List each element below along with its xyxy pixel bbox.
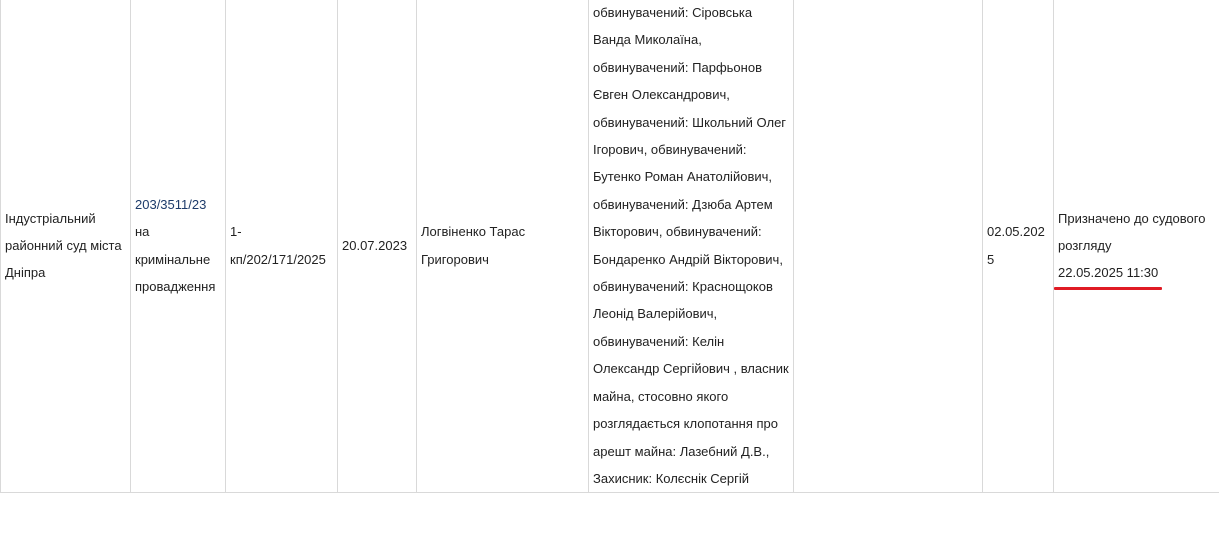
- proceeding-type: на кримінальне провадження: [135, 224, 216, 295]
- registration-date-cell: [338, 0, 417, 493]
- status-date-cell: [983, 0, 1054, 493]
- case-status-cell: [1054, 0, 1219, 493]
- status-date: 02.05.2025: [987, 224, 1045, 267]
- case-status-text: Призначено до судового розгляду: [1058, 210, 1206, 253]
- hearing-datetime: 22.05.2025 11:30: [1058, 259, 1158, 286]
- proceeding-number: 1-кп/202/171/2025: [230, 224, 326, 267]
- judge-cell: [417, 0, 589, 493]
- court-name: Індустріальний районний суд міста Дніпра: [5, 210, 122, 281]
- parties-list: обвинувачений: Сіровська Ванда Миколаїна, обвинувачений: Парфьонов Євген Олександрович, обвинувачений: Школьний Олег Ігорович, обвинувачений: Бутенко Роман Анатолійович, обвинувачений: Дзюба Артем Вікторович, обвинувачений: Бондаренко Андрій Вікторович, обвинувачений: Краснощоков Леонід Валерійович, обвинувачений: Келін Олександр Сергійович , власник майна, стосовно якого розглядається клопотання про арешт майна: Лазебний Д.В., Захисник: Колєснік Сергій: [593, 5, 789, 486]
- court-name-cell: [1, 0, 131, 493]
- judge-name: Логвіненко Тарас Григорович: [421, 224, 526, 267]
- parties-cell: [589, 0, 794, 493]
- proceeding-number-cell: [226, 0, 338, 493]
- case-number-cell: [131, 0, 226, 493]
- table-row: [1, 0, 1219, 493]
- case-number-link[interactable]: 203/3511/23: [135, 196, 207, 212]
- subject-cell: [794, 0, 983, 493]
- registration-date: 20.07.2023: [342, 237, 408, 253]
